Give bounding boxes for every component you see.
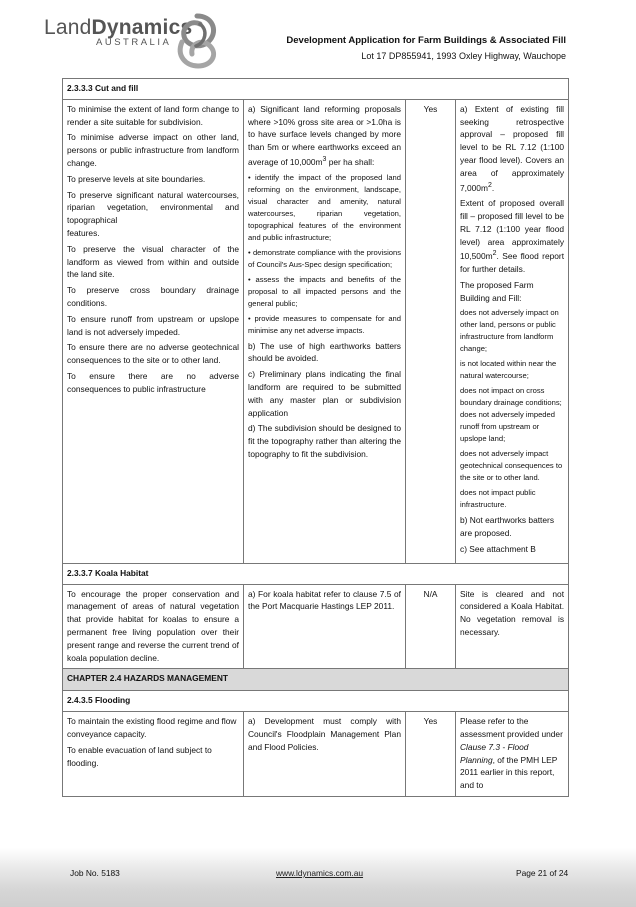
section-heading: 2.4.3.5 Flooding xyxy=(63,691,569,712)
comment-item: does not adversely impact on other land, persons or public infrastructure from landform change; xyxy=(460,308,559,354)
company-logo xyxy=(44,16,192,48)
comment-farm: The proposed Farm Building and Fill: xyxy=(460,279,534,303)
footer-page-number: Page 21 of 24 xyxy=(516,868,569,878)
objective-text: To ensure runoff from upstream or upslope land is not adversely impeded. xyxy=(67,313,239,337)
comment-item: does not impact public infrastructure. xyxy=(460,488,536,510)
chapter-row xyxy=(63,669,569,691)
comment-c: c) See attachment B xyxy=(460,543,536,554)
controls-cell xyxy=(244,99,406,563)
section-row-koala xyxy=(63,563,569,584)
objectives-cell xyxy=(63,99,244,563)
objectives-cell: To encourage the proper conservation and management of areas of natural vegetation that provide habitat for koalas to ensure a permanent free living population over their present range and reverse the current trend of koala population decline. xyxy=(63,584,244,669)
controls-cell: a) Development must comply with Council's Floodplain Management Plan and Flood Policies. xyxy=(244,712,406,797)
control-bullet: • assess the impacts and benefits of the proposal to all impacted persons and the general public; xyxy=(248,274,401,308)
table-row xyxy=(63,99,569,563)
control-bullet: • identify the impact of the proposed land reforming on the environment, landscape, visual character and amenity, natural watercourses, riparian vegetation, topographical features of the environment and public infrastructure; xyxy=(248,172,401,242)
control-c: c) Preliminary plans indicating the final landform are required to be submitted with any master plan or subdivision application xyxy=(248,369,401,418)
section-heading: 2.3.3.3 Cut and fill xyxy=(63,79,569,100)
section-row-flooding xyxy=(63,691,569,712)
table-row xyxy=(63,584,569,669)
comment-item: does not adversely impact geotechnical consequences to the site or to other land. xyxy=(460,449,563,483)
objective-text: To minimise the extent of land form change to render a site suitable for subdivision. xyxy=(67,103,239,127)
document-title: Development Application for Farm Buildings & Associated Fill xyxy=(286,35,566,46)
objective-text: To maintain the existing flood regime and flow conveyance capacity. xyxy=(67,716,237,739)
logo-wordmark: LandDynamics xyxy=(44,16,193,39)
comments-cell: Site is cleared and not considered a Koala Habitat. No vegetation removal is necessary. xyxy=(456,584,569,669)
complies-cell: Yes xyxy=(406,712,456,797)
footer-website-link[interactable]: www.ldynamics.com.au xyxy=(276,868,364,878)
objective-text: To enable evacuation of land subject to flooding. xyxy=(67,744,212,768)
objective-text: To minimise adverse impact on other land, persons or public infrastructure from landform change. xyxy=(67,132,239,168)
complies-cell: Yes xyxy=(406,99,456,563)
objectives-cell xyxy=(63,712,244,797)
control-d: d) The subdivision should be designed to fit the topography rather than altering the topography to fit the subdivision. xyxy=(248,423,401,459)
objective-text: To preserve cross boundary drainage conditions. xyxy=(67,285,239,308)
comment-b: b) Not earthworks batters are proposed. xyxy=(460,515,555,539)
control-b: b) The use of high earthworks batters should be avoided. xyxy=(248,340,401,364)
logo-knot-icon xyxy=(172,12,222,70)
complies-cell: N/A xyxy=(406,584,456,669)
logo-subtitle: AUSTRALIA xyxy=(96,37,172,48)
comment-a: a) Extent of existing fill seeking retrospective approval – proposed fill level to be RL 7.12 (1:100 year flood level). Covers an area of approximately $7,000m^2$. xyxy=(460,103,565,193)
comment-overall: Extent of proposed overall fill – proposed fill level to be RL 7.12 (1:100 year flood level) area approximately $10,500m^2$. See flood report for further details. xyxy=(460,198,565,274)
objective-text: To ensure there are no adverse geotechnical consequences to the site or to other land. xyxy=(67,342,239,366)
comment-item: is not located within near the natural watercourse; xyxy=(460,359,557,381)
footer-job-number: Job No. 5183 xyxy=(70,868,120,878)
table-row xyxy=(63,712,569,797)
comments-cell: Please refer to the assessment provided under Clause 7.3 - Flood Planning, of the PMH LEP 2011 earlier in this report, and to xyxy=(456,712,569,797)
objective-text: To preserve levels at site boundaries. xyxy=(67,173,206,184)
assessment-table xyxy=(62,78,569,797)
objective-text: To preserve the visual character of the landform as viewed from within and outside the land site. xyxy=(67,243,239,280)
document-address: Lot 17 DP855941, 1993 Oxley Highway, Wauchope xyxy=(361,51,566,61)
objective-text: To preserve significant natural watercourses, riparian vegetation, environmental and topographical xyxy=(67,189,239,226)
control-a: a) Significant land reforming proposals where >10% gross site area or >1.0ha is to have surface levels changed by more than 5m or where earthworks exceed an average of $10,000m^3$ per ha shall: xyxy=(248,103,401,167)
objective-text: To ensure there are no adverse consequences to public infrastructure xyxy=(67,370,239,394)
comments-cell xyxy=(456,99,569,563)
section-heading: 2.3.3.7 Koala Habitat xyxy=(63,563,569,584)
control-bullet: • provide measures to compensate for and minimise any net adverse impacts. xyxy=(248,313,401,335)
control-bullet: • demonstrate compliance with the provisions of Council's Aus-Spec design specification; xyxy=(248,247,401,269)
chapter-heading: CHAPTER 2.4 HAZARDS MANAGEMENT xyxy=(63,669,569,691)
page-header xyxy=(0,0,636,76)
section-row-cut-fill xyxy=(63,79,569,100)
comment-item: does not impact on cross boundary drainage conditions; does not adversely impeded runoff from upstream or upslope land; xyxy=(460,386,562,444)
controls-cell: a) For koala habitat refer to clause 7.5 of the Port Macquarie Hastings LEP 2011. xyxy=(244,584,406,669)
objective-text: features. xyxy=(67,227,100,238)
